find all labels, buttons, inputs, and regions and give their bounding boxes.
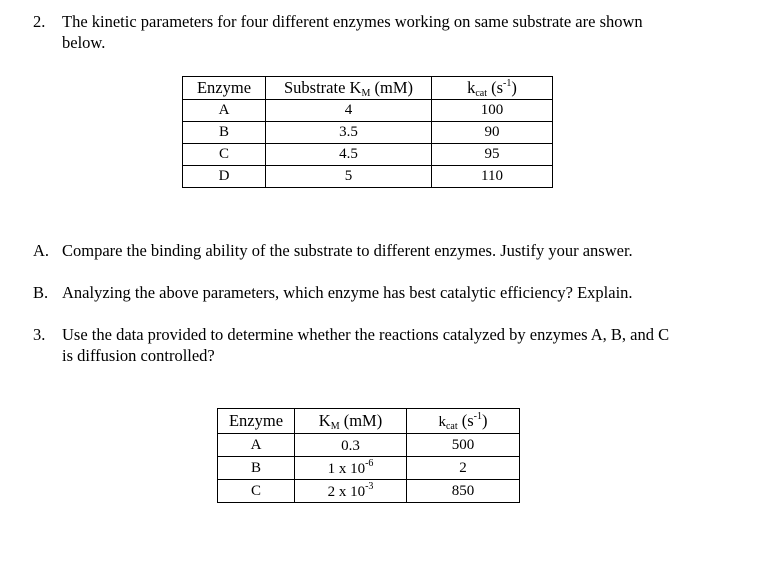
table-row <box>183 166 553 188</box>
cell-km: 4.5 <box>266 144 432 166</box>
cell-enzyme: A <box>183 100 266 122</box>
question-3-line1: Use the data provided to determine whether the reactions catalyzed by enzymes A, B, and C <box>62 325 670 344</box>
cell-enzyme: C <box>183 144 266 166</box>
question-3 <box>33 324 753 368</box>
cell-kcat: 500 <box>407 434 520 457</box>
cell-km: 2 x $10^{-3}$ <box>295 480 407 503</box>
question-2-text <box>62 11 643 53</box>
table-row <box>183 100 553 122</box>
cell-kcat: 850 <box>407 480 520 503</box>
question-2-line1: The kinetic parameters for four different enzymes working on same substrate are shown <box>62 12 643 31</box>
header-km: $K_M$ (mM) <box>295 409 407 434</box>
header-km: Substrate $K_M$ (mM) <box>266 77 432 100</box>
cell-enzyme: C <box>218 480 295 503</box>
cell-enzyme: D <box>183 166 266 188</box>
cell-km: 4 <box>266 100 432 122</box>
cell-km: 5 <box>266 166 432 188</box>
question-b-text: Analyzing the above parameters, which enzyme has best catalytic efficiency? Explain. <box>62 283 633 302</box>
question-3-line2: is diffusion controlled? <box>62 346 215 365</box>
table-row <box>183 122 553 144</box>
question-b-label: B. <box>33 283 49 302</box>
question-b <box>33 282 753 304</box>
header-enzyme: Enzyme <box>218 409 295 434</box>
question-2-number: 2. <box>33 12 46 31</box>
table-2-header-row <box>218 409 520 434</box>
cell-kcat: 95 <box>432 144 553 166</box>
question-a <box>33 240 753 262</box>
header-enzyme: Enzyme <box>183 77 266 100</box>
table-row <box>218 434 520 457</box>
question-2-line2: below. <box>62 33 106 52</box>
cell-kcat: 2 <box>407 457 520 480</box>
question-3-number: 3. <box>33 325 46 344</box>
cell-kcat: 110 <box>432 166 553 188</box>
question-a-text: Compare the binding ability of the substrate to different enzymes. Justify your answer. <box>62 241 633 260</box>
kinetic-table-1 <box>182 76 553 188</box>
cell-km: 0.3 <box>295 434 407 457</box>
table-row <box>218 457 520 480</box>
question-a-label: A. <box>33 241 50 260</box>
cell-kcat: 100 <box>432 100 553 122</box>
table-1-header-row <box>183 77 553 100</box>
question-3-text <box>62 324 669 366</box>
table-row <box>183 144 553 166</box>
cell-kcat: 90 <box>432 122 553 144</box>
cell-enzyme: B <box>218 457 295 480</box>
header-kcat: $k_{cat}$ $(s^{-1})$ <box>432 77 553 100</box>
cell-km: 1 x $10^{-6}$ <box>295 457 407 480</box>
question-2 <box>33 11 753 55</box>
cell-enzyme: A <box>218 434 295 457</box>
cell-km: 3.5 <box>266 122 432 144</box>
header-kcat: $k_{cat}$ $(s^{-1})$ <box>407 409 520 434</box>
cell-enzyme: B <box>183 122 266 144</box>
kinetic-table-2 <box>217 408 520 503</box>
table-row <box>218 480 520 503</box>
